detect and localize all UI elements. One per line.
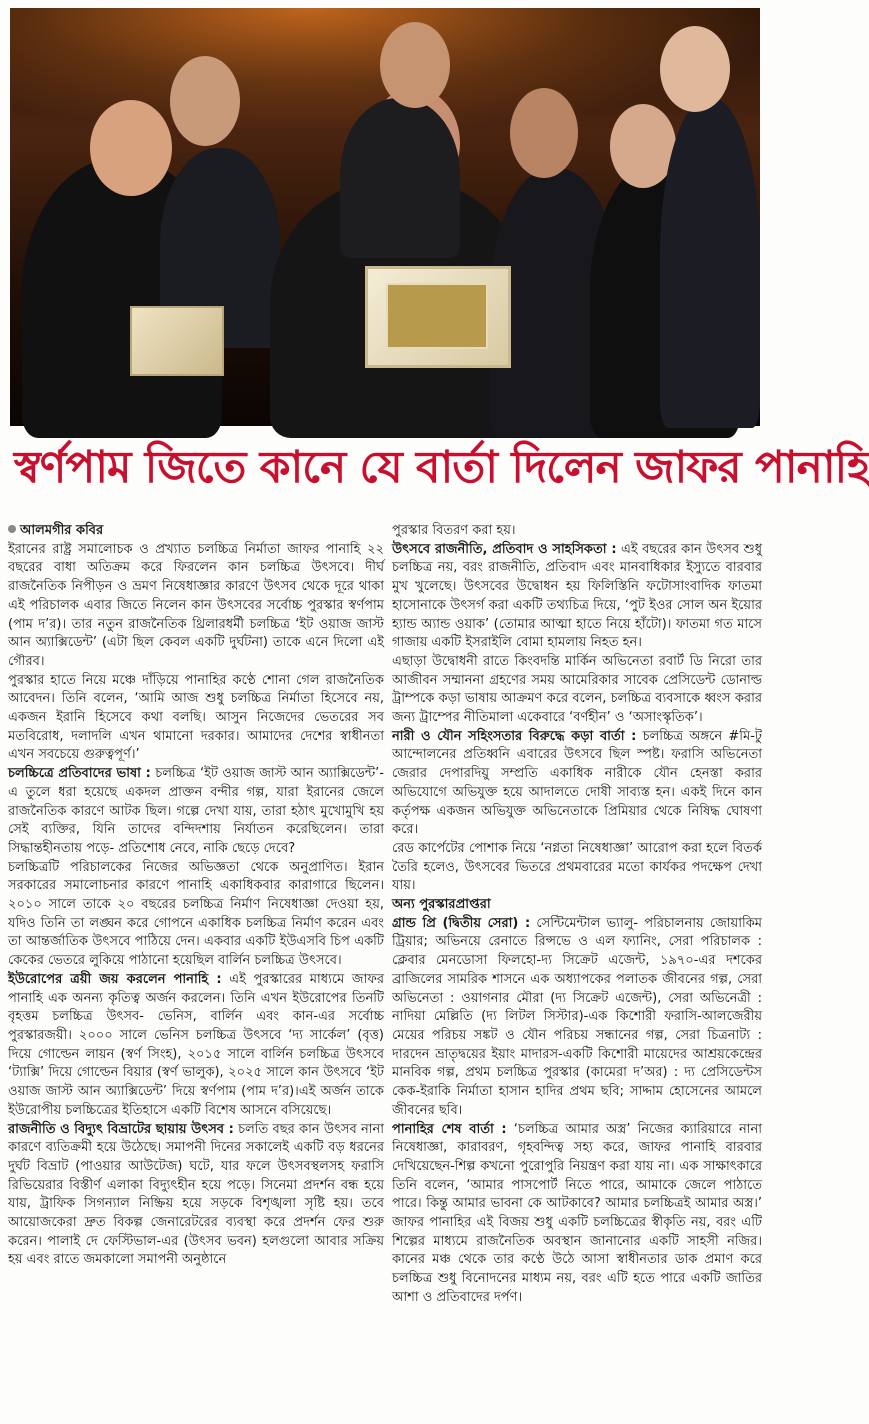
paragraph (392, 915, 762, 1121)
subheading: গ্রান্ড প্রি (দ্বিতীয় সেরা) : (392, 915, 531, 931)
paragraph (392, 541, 762, 653)
paragraph (392, 653, 762, 728)
paragraph (8, 1121, 384, 1271)
subheading: পানাহির শেষ বার্তা : (392, 1121, 507, 1137)
person-silhouette (340, 98, 460, 258)
paragraph (8, 971, 384, 1121)
paragraph-text: এই পুরস্কারের মাধ্যমে জাফর পানাহি এক অনন্য কৃতিত্ব অর্জন করলেন। তিনি এখন ইউরোপের তিনটি বৃহত্তম চলচ্চিত্র উৎসব- ভেনিস, বার্লিন এবং কান-এর সর্বোচ্চ পুরস্কারজয়ী। ২০০০ সালে ভেনিস চলচ্চিত্র উৎসবে ‘দ্য সার্কেল’ (বৃত্ত) দিয়ে গোল্ডেন লায়ন (স্বর্ণ সিংহ), ২০১৫ সালে বার্লিন চলচ্চিত্র উৎসবে ‘ট্যাক্সি’ দিয়ে গোল্ডেন বিয়ার (স্বর্ণ ভালুক), ২০২৫ সালে কান উৎসবে ‘ইট ওয়াজ জাস্ট আন অ্যাক্সিডেন্ট’ দিয়ে স্বর্ণপাম (পাম দ’র)।এই অর্জন তাকে ইউরোপীয় চলচ্চিত্রের ইতিহাসে একটি বিশেষ আসনে বসিয়েছে। (8, 971, 384, 1118)
paragraph-text: চলতি বছর কান উৎসব নানা কারণে ব্যতিক্রমী হয়ে উঠেছে। সমাপনী দিনের সকালেই একটি বড় ধরনের দুর্ঘট বিভ্রাট (পাওয়ার আউটেজ) ঘটে, যার ফলে উৎসবস্থলসহ ফরাসি রিভিয়েরার বিস্তীর্ণ এলাকা বিদ্যুৎহীন হয়ে পড়ে। সিনেমা প্রদর্শন বন্ধ হয়ে যায়, ট্রাফিক সিগন্যাল নিষ্ক্রিয় হয়ে সড়কে বিশৃঙ্খলা সৃষ্টি হয়। তবে আয়োজকেরা দ্রুত বিকল্প জেনারেটরের ব্যবস্থা করে প্রদর্শন ফের শুরু করেন। পালাই দে ফেস্টিভাল-এর (উৎসব ভবন) হলগুলো আবার সক্রিয় হয় এবং রাতে জমকালো সমাপনী অনুষ্ঠানে (8, 1121, 385, 1268)
left-column (8, 522, 384, 1270)
paragraph-text: পুরস্কার হাতে নিয়ে মঞ্চে দাঁড়িয়ে পানাহির কণ্ঠে শোনা গেল রাজনৈতিক আবেদন। তিনি বলেন, ‘আমি আজ শুধু চলচ্চিত্র নির্মাতা হিসেবে নয়, একজন ইরানি হিসেবে কথা বলছি। আসুন নিজেদের ভেতরের সব মতবিরোধ, দলাদলি এখন থামানো দরকার। আমাদের দেশের স্বাধীনতা এখন সবচেয়ে গুরুত্বপূর্ণ।’ (8, 672, 384, 763)
right-column (392, 522, 762, 1308)
paragraph-text: চলচ্চিত্র অঙ্গনে #মি-টু আন্দোলনের প্রতিধ্বনি এবারের উৎসবে ছিল স্পষ্ট। ফরাসি অভিনেতা জেরার দেপারদিয়ু সম্প্রতি একাধিক নারীকে যৌন হেনস্তা করার অভিযোগে অভিযুক্ত হয়ে আদালতে দোষী সাব্যস্ত হন। একই দিনে কান কর্তৃপক্ষ একজন অভিযুক্ত অভিনেতাকে প্রিমিয়ার থেকে নিষিদ্ধ ঘোষণা করে। (392, 728, 762, 838)
person-face (90, 100, 172, 196)
person-face (510, 88, 578, 178)
paragraph-text: ‘চলচ্চিত্র আমার অস্ত্র’ নিজের ক্যারিয়ারে নানা নিষেধাজ্ঞা, কারাবরণ, গৃহবন্দিত্ব সহ্য করে, জাফর পানাহি বারবার দেখিয়েছেন-শিল্প কখনো পুরোপুরি নিয়ন্ত্রণ করা যায় না। এক সাক্ষাৎকারে তিনি বলেন, ‘আমার পাসপোর্ট নিতে পারে, আমাকে জেলে পাঠাতে পারে। কিন্তু আমার ভাবনা কে আটকাবে? আমার চলচ্চিত্রই আমার অস্ত্র।’ জাফর পানাহির এই বিজয় শুধু একটি চলচ্চিত্রের স্বীকৃতি নয়, বরং এটি শিল্পের মাধ্যমে রাজনৈতিক অবস্থান জানানোর একটি সাহসী নজির। কানের মঞ্চ থেকে তার কণ্ঠে উঠে আসা স্বাধীনতার ডাক প্রমাণ করে চলচ্চিত্র শুধু বিনোদনের মাধ্যম নয়, বরং এটি হতে পারে একটি জাতির আশা ও প্রতিবাদের দর্পণ। (392, 1121, 762, 1305)
paragraph-text: পুরস্কার বিতরণ করা হয়। (392, 523, 516, 538)
subheading: রাজনীতি ও বিদ্যুৎ বিভ্রাটের ছায়ায় উৎসব : (8, 1121, 234, 1137)
subheading: অন্য পুরস্কারপ্রাপ্তরা (392, 897, 491, 913)
paragraph-text: চলচ্চিত্রটি পরিচালকের নিজের অভিজ্ঞতা থেকে অনুপ্রাণিত। ইরান সরকারের সমালোচনার কারণে পানাহি একাধিকবার কারাগারে ছিলেন। ২০১০ সালে তাকে ২০ বছরের চলচ্চিত্র নির্মাণ নিষেধাজ্ঞা দেওয়া হয়, যদিও তিনি তা লঙ্ঘন করে গোপনে একাধিক চলচ্চিত্র নির্মাণ করেন এবং তা আন্তর্জাতিক উৎসবে পাঠিয়ে দেন। একবার একটি ইউএসবি চিপ একটি কেকের ভেতরে লুকিয়ে পাঠানো হয়েছিল বার্লিন চলচ্চিত্র উৎসবে। (8, 859, 384, 969)
bullet-icon (8, 525, 16, 533)
subheading: ইউরোপের ত্রয়ী জয় করলেন পানাহি : (8, 971, 222, 987)
palme-dor-trophy (365, 266, 511, 368)
paragraph (8, 765, 384, 859)
section-title (392, 896, 762, 915)
person-face (660, 26, 730, 112)
headline: স্বর্ণপাম জিতে কানে যে বার্তা দিলেন জাফর পানাহি (14, 442, 869, 493)
subheading: নারী ও যৌন সহিংসতার বিরুদ্ধে কড়া বার্তা : (392, 728, 637, 744)
byline-text: আলমগীর কবির (20, 523, 104, 538)
paragraph-text: এছাড়া উদ্বোধনী রাতে কিংবদন্তি মার্কিন অভিনেতা রবার্ট ডি নিরো তার আজীবন সম্মাননা গ্রহণের সময় আমেরিকার সাবেক প্রেসিডেন্ট ডোনাল্ড ট্রাম্পকে কড়া ভাষায় আক্রমণ করে বলেন, চলচ্চিত্র ব্যবসাকে ধ্বংস করার জন্য ট্রাম্পের নীতিমালা একেবারে ‘বর্ণহীন’ ও ‘অসাংস্কৃতিক’। (392, 653, 762, 726)
trophy-box (130, 306, 224, 376)
person-face (380, 22, 450, 108)
paragraph (8, 859, 384, 971)
trophy-palm (386, 283, 488, 349)
paragraph (392, 522, 762, 541)
award-ceremony-photo (10, 8, 760, 426)
byline (8, 522, 384, 541)
paragraph (392, 728, 762, 840)
person-silhouette (660, 98, 760, 428)
subheading: উৎসবে রাজনীতি, প্রতিবাদ ও সাহসিকতা : (392, 541, 617, 557)
paragraph-text: ইরানের রাষ্ট্র সমালোচক ও প্রখ্যাত চলচ্চিত্র নির্মাতা জাফর পানাহি ২২ বছরের বাধা অতিক্রম করে ফিরলেন কান চলচ্চিত্র উৎসবে। দীর্ঘ রাজনৈতিক নিপীড়ন ও ভ্রমণ নিষেধাজ্ঞার কারণে উৎসব থেকে দূরে থাকা এই পরিচালক এবার জিতে নিলেন কান উৎসবের সর্বোচ্চ পুরস্কার স্বর্ণপাম (পাম দ’র)। তার নতুন রাজনৈতিক থ্রিলারধর্মী চলচ্চিত্র ‘ইট ওয়াজ জাস্ট আন অ্যাক্সিডেন্ট’ (এটা ছিল কেবল একটি দুর্ঘটনা) তাকে এনে দিলো এই গৌরব। (8, 541, 384, 669)
paragraph (392, 840, 762, 896)
person-face (170, 56, 240, 146)
subheading: চলচ্চিত্রে প্রতিবাদের ভাষা : (8, 766, 151, 782)
paragraph-text: এই বছরের কান উৎসব শুধু চলচ্চিত্র নয়, বরং রাজনীতি, প্রতিবাদ এবং মানবাধিকার ইস্যুতে বারবার মুখ খুলেছে। উৎসবের উদ্বোধন হয় ফিলিস্তিনি ফটোসাংবাদিক ফাতমা হাসোনাকে উৎসর্গ করা একটি তথ্যচিত্র দিয়ে, ‘পুট ইওর সোল অন ইয়োর হ্যান্ড অ্যান্ড ওয়াক’ (তোমার আত্মা হাতে নিয়ে হাঁটো)। ফাতমা গত মাসে গাজায় একটি ইসরাইলি বোমা হামলায় নিহত হন। (392, 541, 762, 651)
paragraph (392, 1121, 762, 1308)
paragraph (8, 541, 384, 672)
paragraph-text: রেড কার্পেটের পোশাক নিয়ে ‘নগ্নতা নিষেধাজ্ঞা’ আরোপ করা হলে বিতর্ক তৈরি হলেও, উৎসবের ভিতরে প্রথমবারের মতো কার্যকর পদক্ষেপ দেখা যায়। (392, 840, 762, 894)
paragraph-text: চলচ্চিত্র ‘ইট ওয়াজ জাস্ট আন অ্যাক্সিডেন্ট’-এ তুলে ধরা হয়েছে একদল প্রাক্তন বন্দীর গল্প, যারা ইরানের জেলে রাজনৈতিক কারণে আটক ছিল। গল্পে দেখা যায়, তারা হঠাৎ মুখোমুখি হয় সেই ব্যক্তির, যিনি তাদের বন্দিদশায় নির্যাতন করেছিলেন। তারা সিদ্ধান্তহীনতায় পড়ে- প্রতিশোধ নেবে, নাকি ছেড়ে দেবে? (8, 766, 384, 856)
paragraph (8, 672, 384, 766)
paragraph-text: সেন্টিমেন্টাল ভ্যালু- পরিচালনায় জোয়াকিম ট্রিয়ার; অভিনয়ে রেনাতে রিন্সভে ও এল ফ্যানিং, সেরা পরিচালক : ক্লেবার মেনডোসা ফিলহো-দ্য সিক্রেট এজেন্ট, ১৯৭০-এর দশকের ব্রাজিলের সামরিক শাসনে এক অধ্যাপকের পলাতক জীবনের গল্প, সেরা অভিনেতা : ওয়াগনার মৌরা (দ্য সিক্রেট এজেন্ট), সেরা অভিনেত্রী : নাদিয়া মেল্লিতি (দ্য লিটল সিস্টার)-এক কিশোরী ফরাসি-আলজেরীয় মেয়ের পরিচয় সঙ্কট ও যৌন পরিচয় সন্ধানের গল্প, সেরা চিত্রনাট্য : দারদেন ভ্রাতৃদ্বয়ের ইয়াং মাদারস-একটি কিশোরী মায়েদের আশ্রয়কেন্দ্রের মানবিক গল্প, প্রথম চলচ্চিত্র পুরস্কার (কামেরা দ’অর) : দ্য প্রেসিডেন্টস কেক-ইরাকি নির্মাতা হাসান হাদির প্রথম ছবি; সাদ্দাম হোসেনের আমলে জীবনের ছবি। (392, 915, 763, 1118)
